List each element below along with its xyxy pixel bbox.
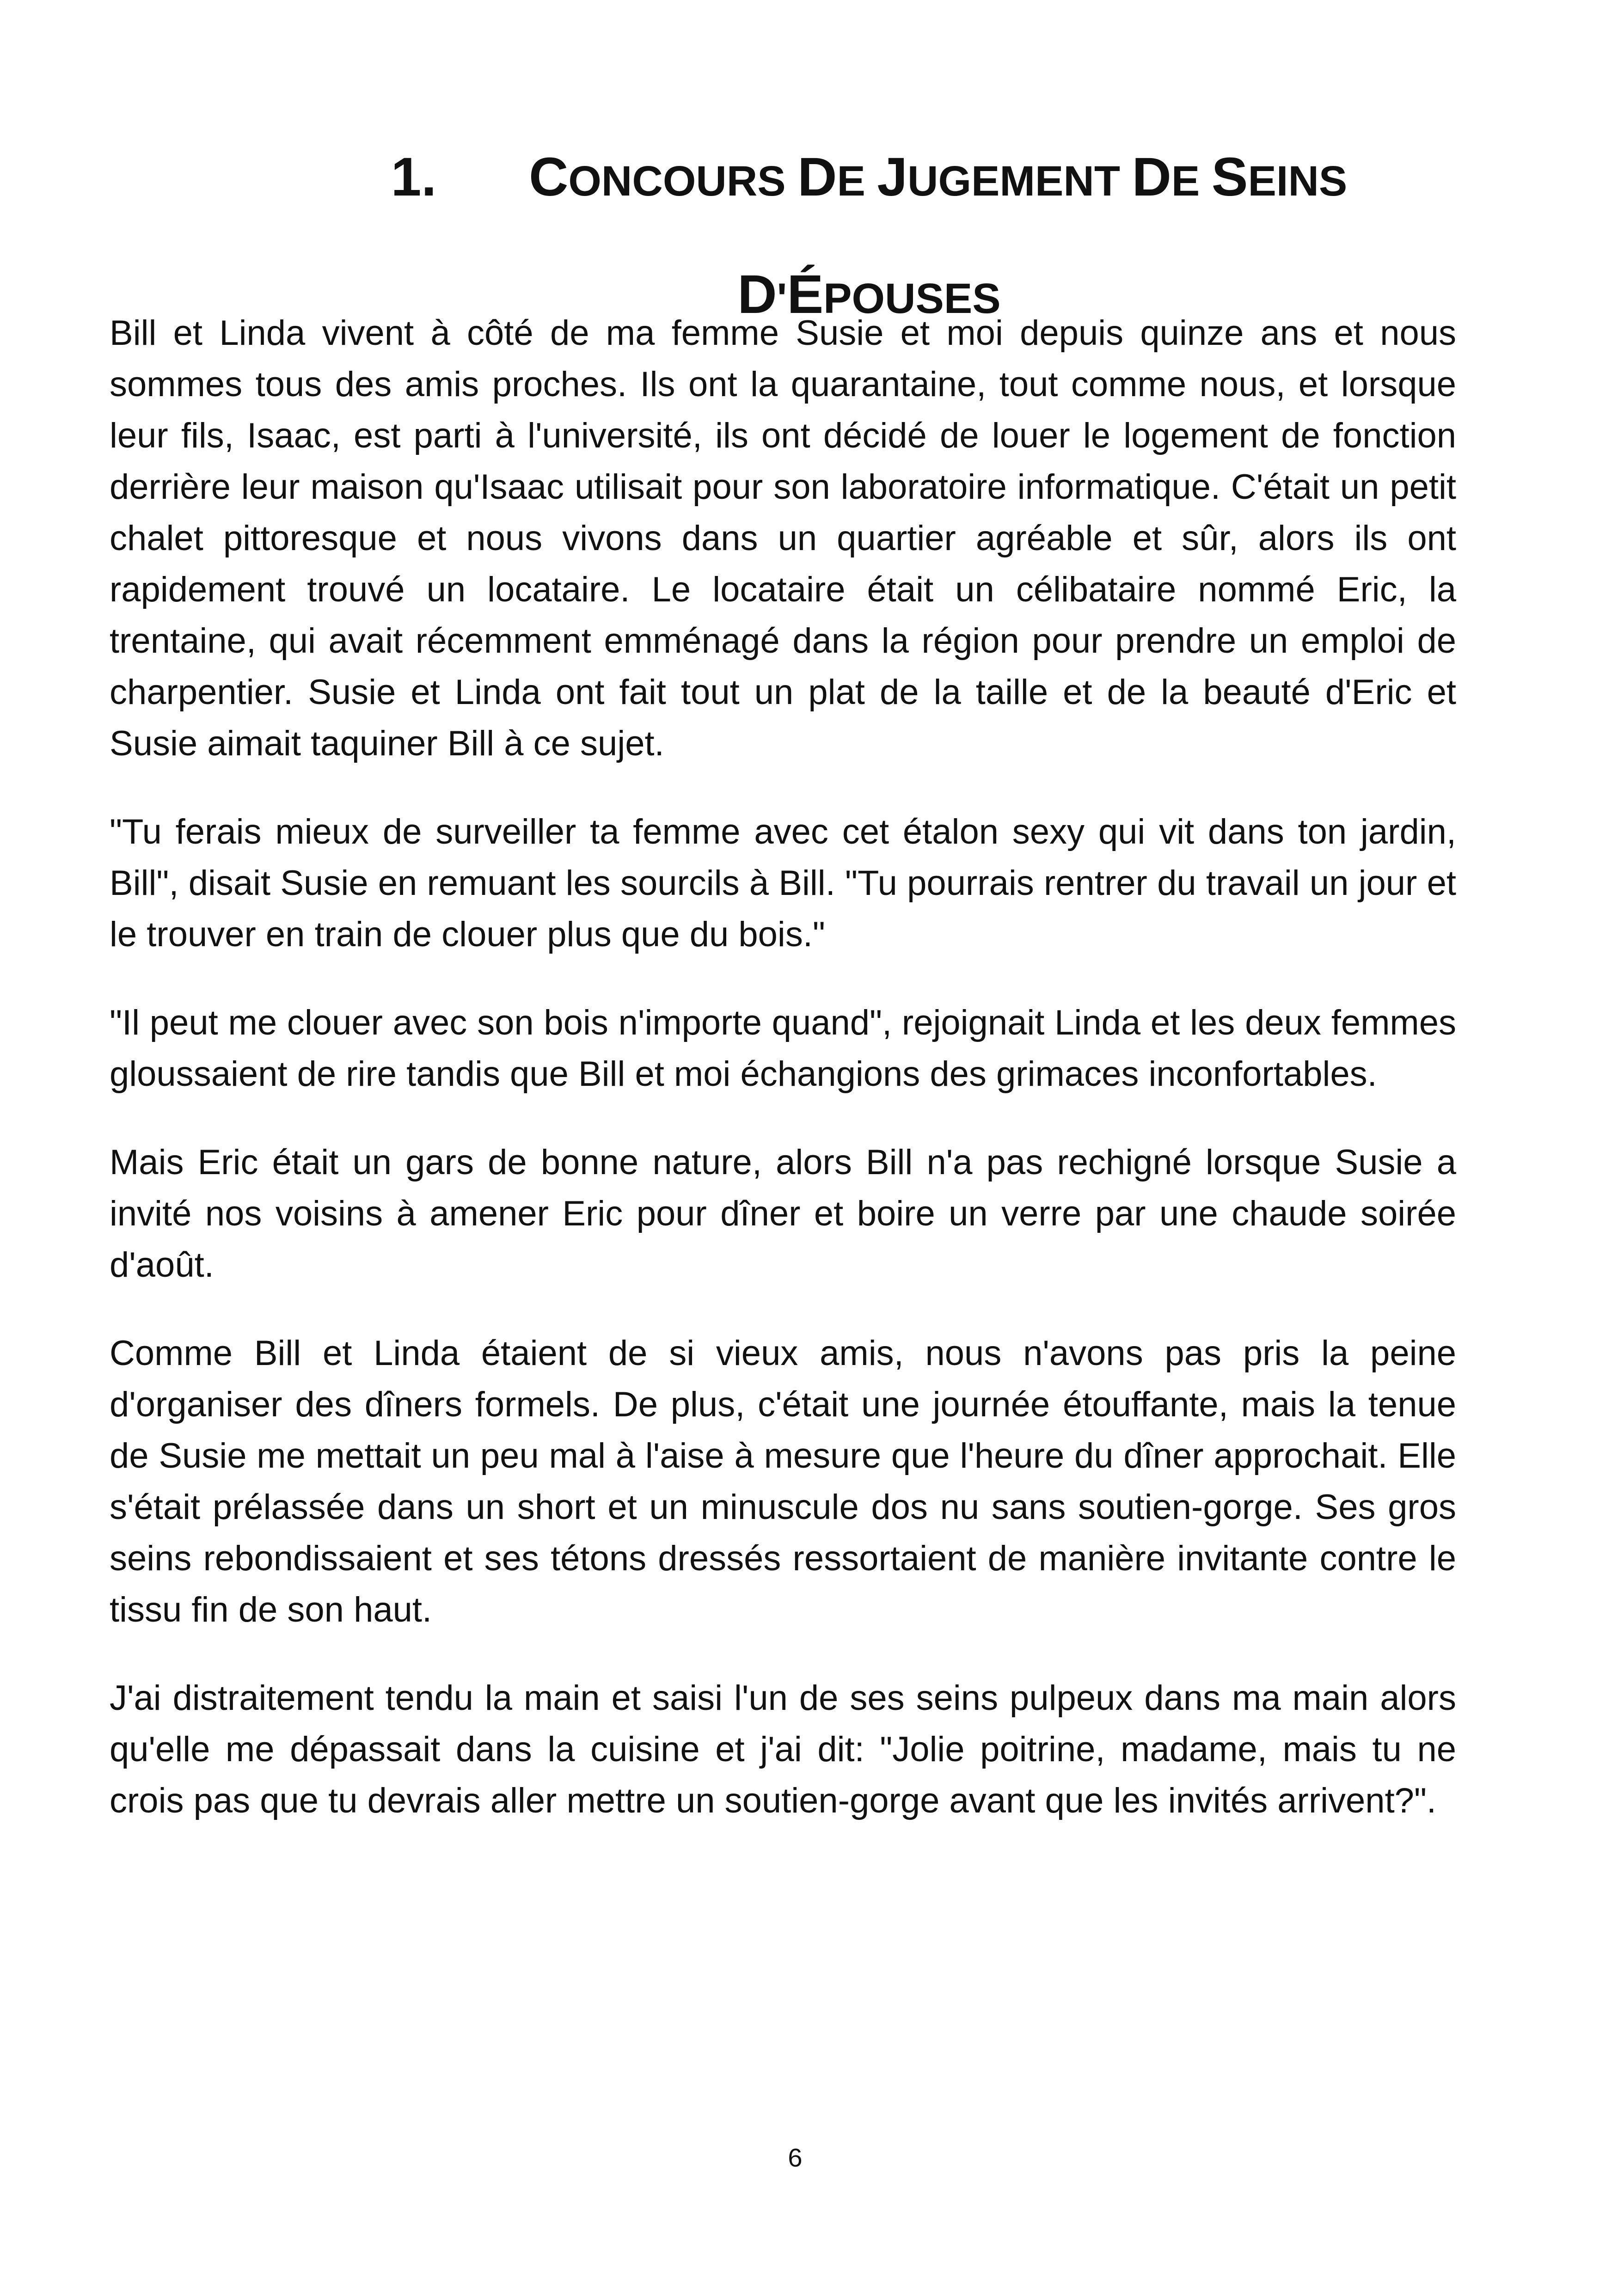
paragraph-2: "Tu ferais mieux de surveiller ta femme avec cet étalon sexy qui vit dans ton jardin, Bill", disait Susie en remuant les sourcils à Bill. "Tu pourrais rentrer du travail un jour et le trouver en train de clouer plus que du bois." [110, 812, 1456, 954]
paragraph-1: Bill et Linda vivent à côté de ma femme Susie et moi depuis quinze ans et nous sommes tous des amis proches. Ils ont la quarantaine, tout comme nous, et lorsque leur fils, Isaac, est parti à l'université, ils ont décidé de louer le logement de fonction derrière leur maison qu'Isaac utilisait pour son laboratoire informatique. C'était un petit chalet pittoresque et nous vivons dans un quartier agréable et sûr, alors ils ont rapidement trouvé un locataire. Le locataire était un célibataire nommé Eric, la trentaine, qui avait récemment emménagé dans la région pour prendre un emploi de charpentier. Susie et Linda ont fait tout un plat de la taille et de la beauté d'Eric et Susie aimait taquiner Bill à ce sujet. [110, 313, 1456, 763]
chapter-heading-line-1 [361, 125, 1378, 243]
paragraph-6: J'ai distraitement tendu la main et saisi l'un de ses seins pulpeux dans ma main alors qu'elle me dépassait dans la cuisine et j'ai dit: "Jolie poitrine, madame, mais tu ne crois pas que tu devrais aller mettre un soutien-gorge avant que les invités arrivent?". [110, 1678, 1456, 1820]
paragraph-4: Mais Eric était un gars de bonne nature, alors Bill n'a pas rechigné lorsque Susie a invité nos voisins à amener Eric pour dîner et boire un verre par une chaude soirée d'août. [110, 1143, 1456, 1285]
chapter-title-line-1: CONCOURS DE JUGEMENT DE SEINS [529, 147, 1348, 208]
chapter-number: 1. [391, 147, 437, 208]
chapter-body [110, 307, 1456, 1863]
paragraph-5: Comme Bill et Linda étaient de si vieux amis, nous n'avons pas pris la peine d'organiser des dîners formels. De plus, c'était une journée étouffante, mais la tenue de Susie me mettait un peu mal à l'aise à mesure que l'heure du dîner approchait. Elle s'était prélassée dans un short et un minuscule dos nu sans soutien-gorge. Ses gros seins rebondissaient et ses tétons dressés ressortaient de manière invitante contre le tissu fin de son haut. [110, 1334, 1456, 1629]
page-number: 6 [788, 2143, 803, 2172]
paragraph-3: "Il peut me clouer avec son bois n'importe quand", rejoignait Linda et les deux femmes gloussaient de rire tandis que Bill et moi échangions des grimaces inconfortables. [110, 1003, 1456, 1094]
chapter-title-line-2: D'ÉPOUSES [737, 264, 1001, 325]
